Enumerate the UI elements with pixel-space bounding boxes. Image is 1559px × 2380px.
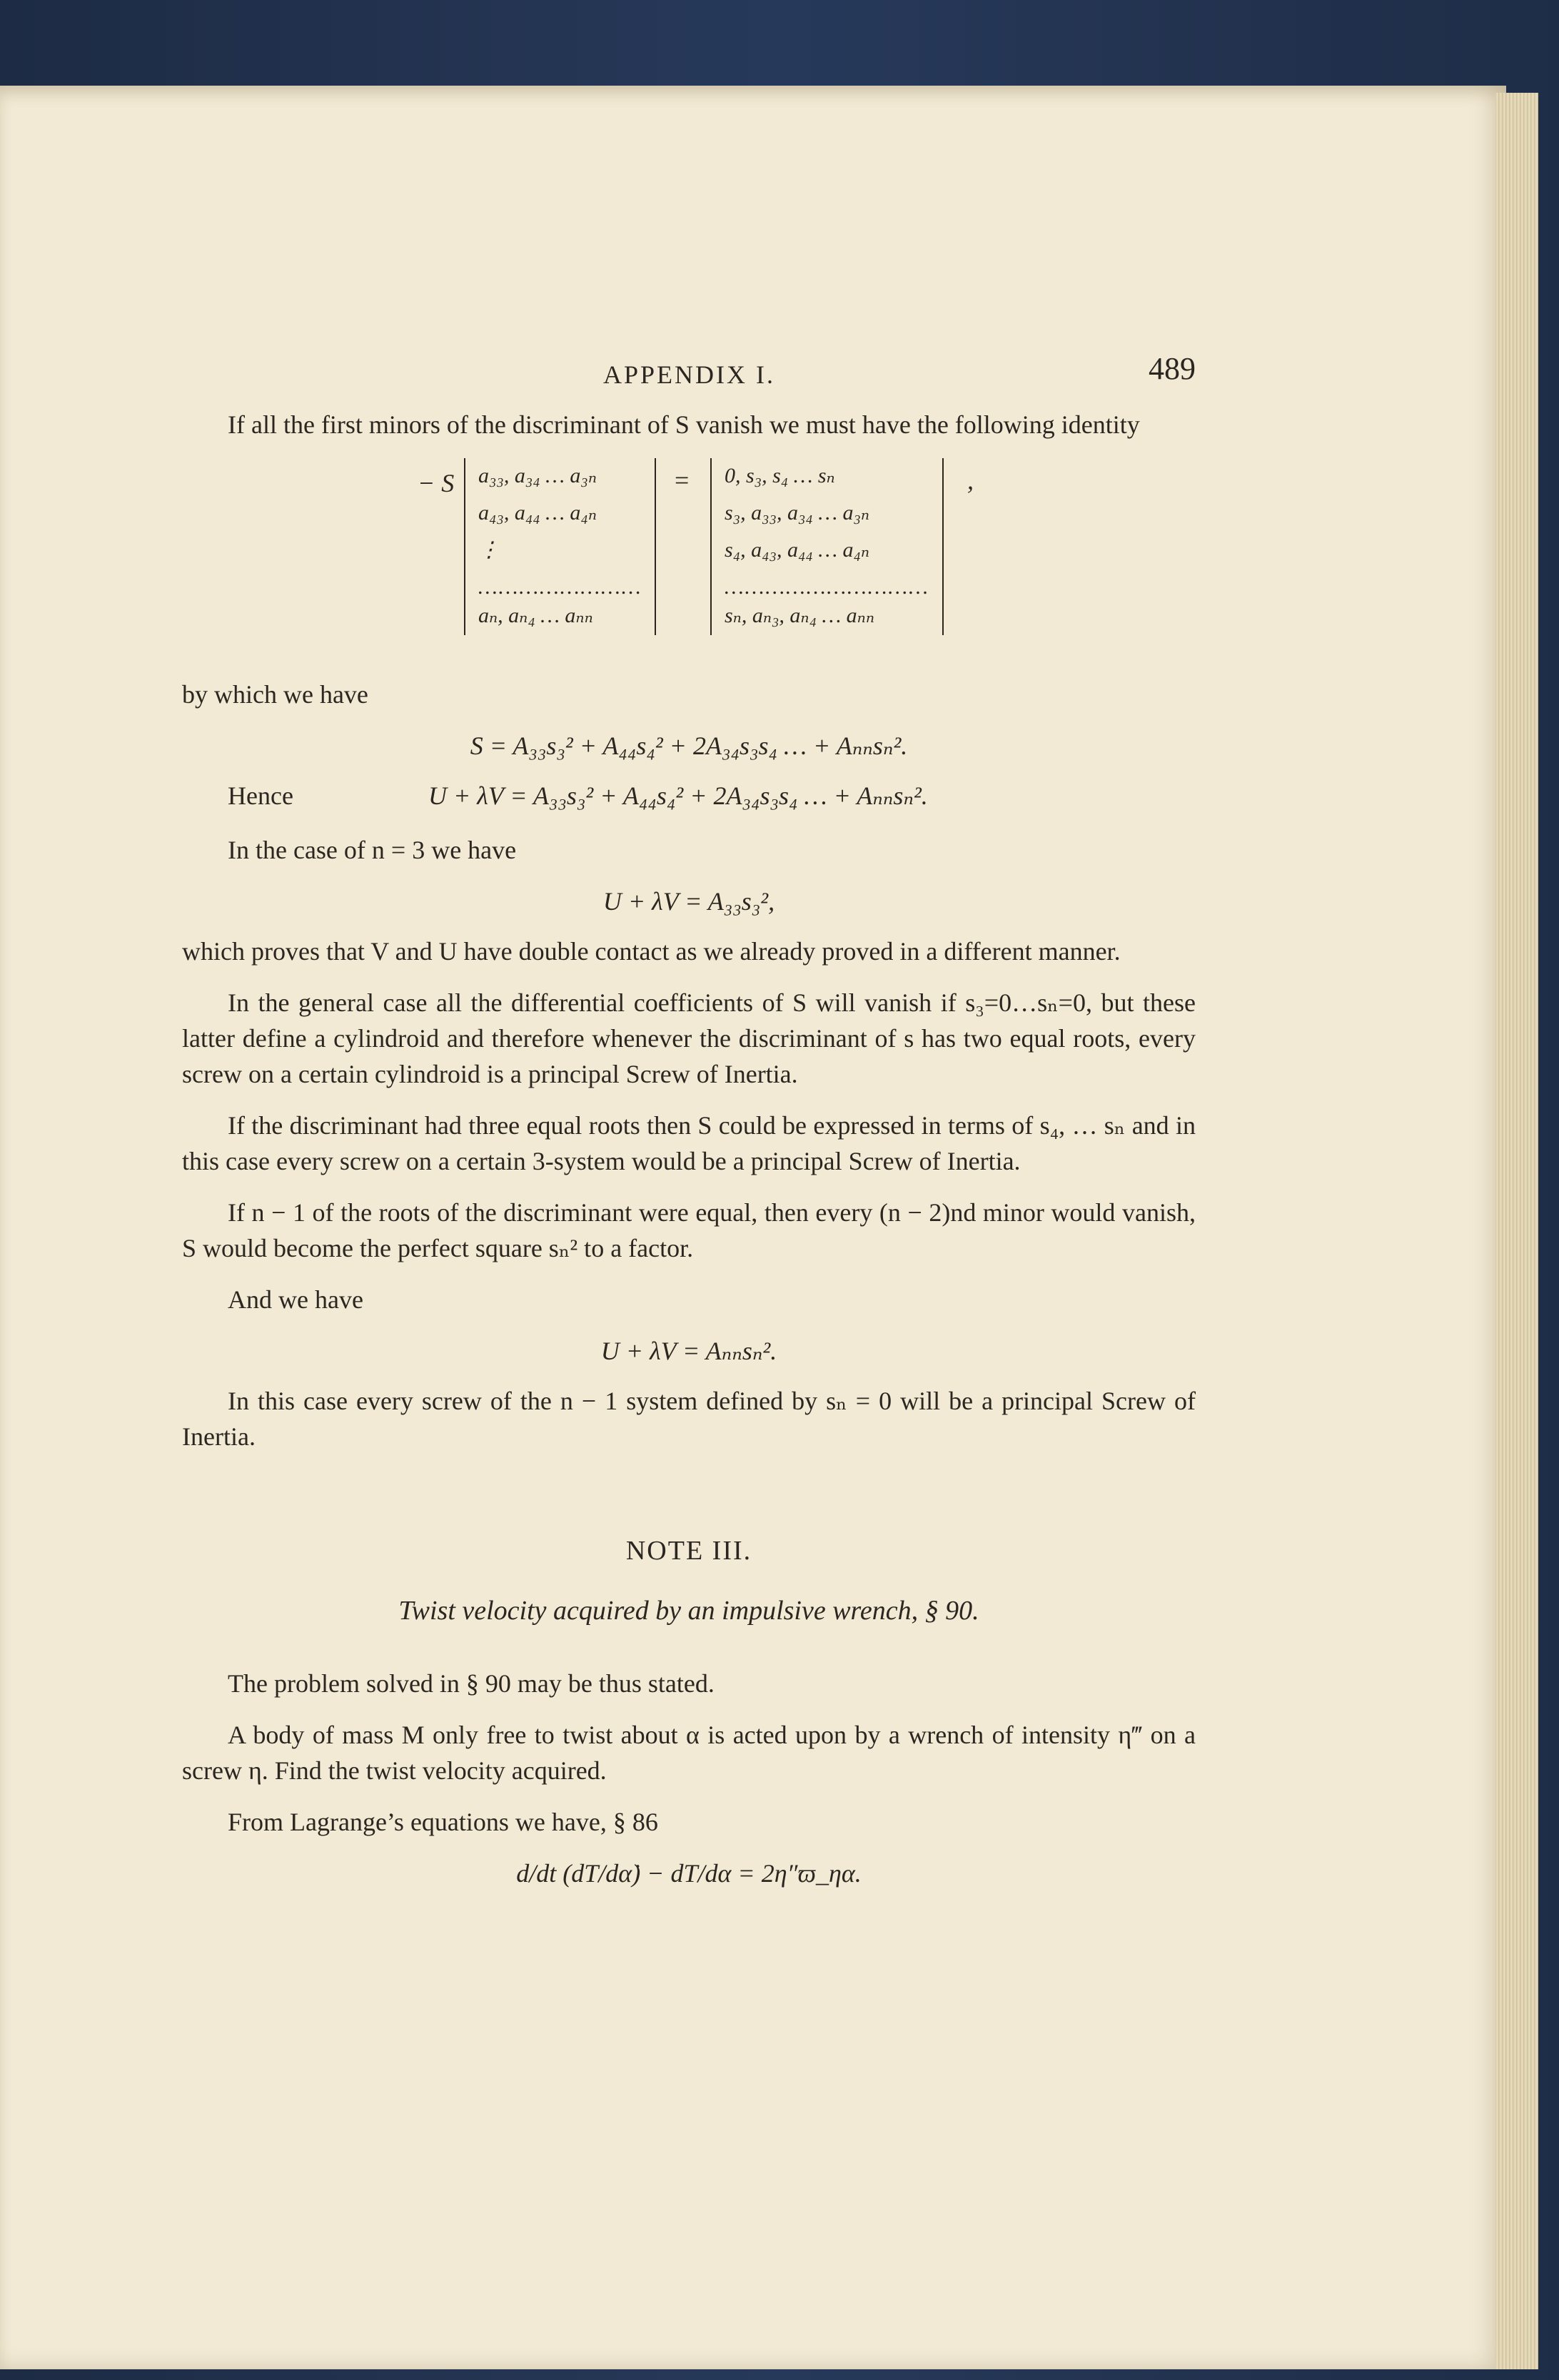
matrix-row: 0, s₃, s₄ … sₙ (725, 464, 835, 487)
matrix-row: ………………………… (725, 575, 929, 599)
right-determinant (710, 458, 944, 635)
paragraph-case: In the case of n = 3 we have (228, 836, 517, 864)
hence-equation-row (182, 778, 1196, 818)
page-stack-edge (1495, 93, 1538, 2369)
running-title: APPENDIX I. (603, 360, 776, 389)
equation-4: U + λV = Aₙₙsₙ². (600, 1337, 777, 1365)
paragraph-8: The problem solved in § 90 may be thus stated. (228, 1669, 715, 1698)
matrix-row: s₄, a₄₃, a₄₄ … a₄ₙ (725, 538, 870, 562)
paragraph-9: A body of mass M only free to twist about α is acted upon by a wrench of intensity η‴ on a screw η. Find the twist velocity acquired. (182, 1721, 1196, 1785)
matrix-row: …………………… (478, 575, 642, 599)
left-determinant (464, 458, 656, 635)
matrix-row: s₃, a₃₃, a₃₄ … a₃ₙ (725, 501, 870, 525)
page-number: 489 (1149, 351, 1196, 386)
paragraph-5: If n − 1 of the roots of the discriminant were equal, then every (n − 2)nd minor would vanish, S would become the perfect square sₙ² to a factor. (182, 1198, 1196, 1262)
equation-2: U + λV = A₃₃s₃² + A₄₄s₄² + 2A₃₄s₃s₄ … + Aₙₙsₙ². (428, 781, 928, 810)
paragraph-10: From Lagrange’s equations we have, § 86 (228, 1808, 658, 1836)
matrix-row: aₙ, aₙ₄ … aₙₙ (478, 604, 593, 627)
equals-sign: = (675, 466, 690, 495)
note-title: NOTE III. (625, 1536, 752, 1566)
matrix-row: a₄₃, a₄₄ … a₄ₙ (478, 501, 597, 525)
note-subtitle: Twist velocity acquired by an impulsive wrench, § 90. (398, 1596, 979, 1626)
determinant-identity (182, 458, 1196, 665)
paragraph-6: And we have (228, 1285, 363, 1314)
paragraph-2: which proves that V and U have double contact as we already proved in a different manner. (182, 937, 1121, 966)
paragraph-7: In this case every screw of the n − 1 system defined by sₙ = 0 will be a principal Screw of Inertia. (182, 1387, 1196, 1451)
matrix-label: − S (418, 469, 455, 497)
paragraph-4: If the discriminant had three equal roots then S could be expressed in terms of s₄, … sₙ and in this case every screw on a certain 3-system would be a principal Screw of Inertia. (182, 1111, 1196, 1175)
equation-5: d/dt (dT/dα̇) − dT/dα = 2η″ϖ_ηα. (516, 1859, 862, 1888)
hence-word: Hence (228, 781, 293, 810)
matrix-row: sₙ, aₙ₃, aₙ₄ … aₙₙ (725, 604, 874, 627)
equation-3: U + λV = A₃₃s₃², (602, 887, 775, 916)
by-which-text: by which we have (182, 680, 368, 709)
matrix-comma: , (967, 466, 974, 495)
page-content (182, 351, 1196, 1891)
paragraph-3: In the general case all the differential coefficients of S will vanish if s₃=0…sₙ=0, but these latter define a cylindroid and therefore whenever the discriminant of s has two equal roots, every screw on a certain cylindroid is a principal Screw of Inertia. (182, 988, 1196, 1088)
running-header (182, 351, 1196, 407)
paragraph-1: If all the first minors of the discriminant of S vanish we must have the following identity (228, 410, 1140, 439)
equation-1: S = A₃₃s₃² + A₄₄s₄² + 2A₃₄s₃s₄ … + Aₙₙsₙ². (470, 731, 908, 760)
matrix-row: a₃₃, a₃₄ … a₃ₙ (478, 464, 597, 487)
matrix-row: ⋮ (478, 538, 500, 562)
